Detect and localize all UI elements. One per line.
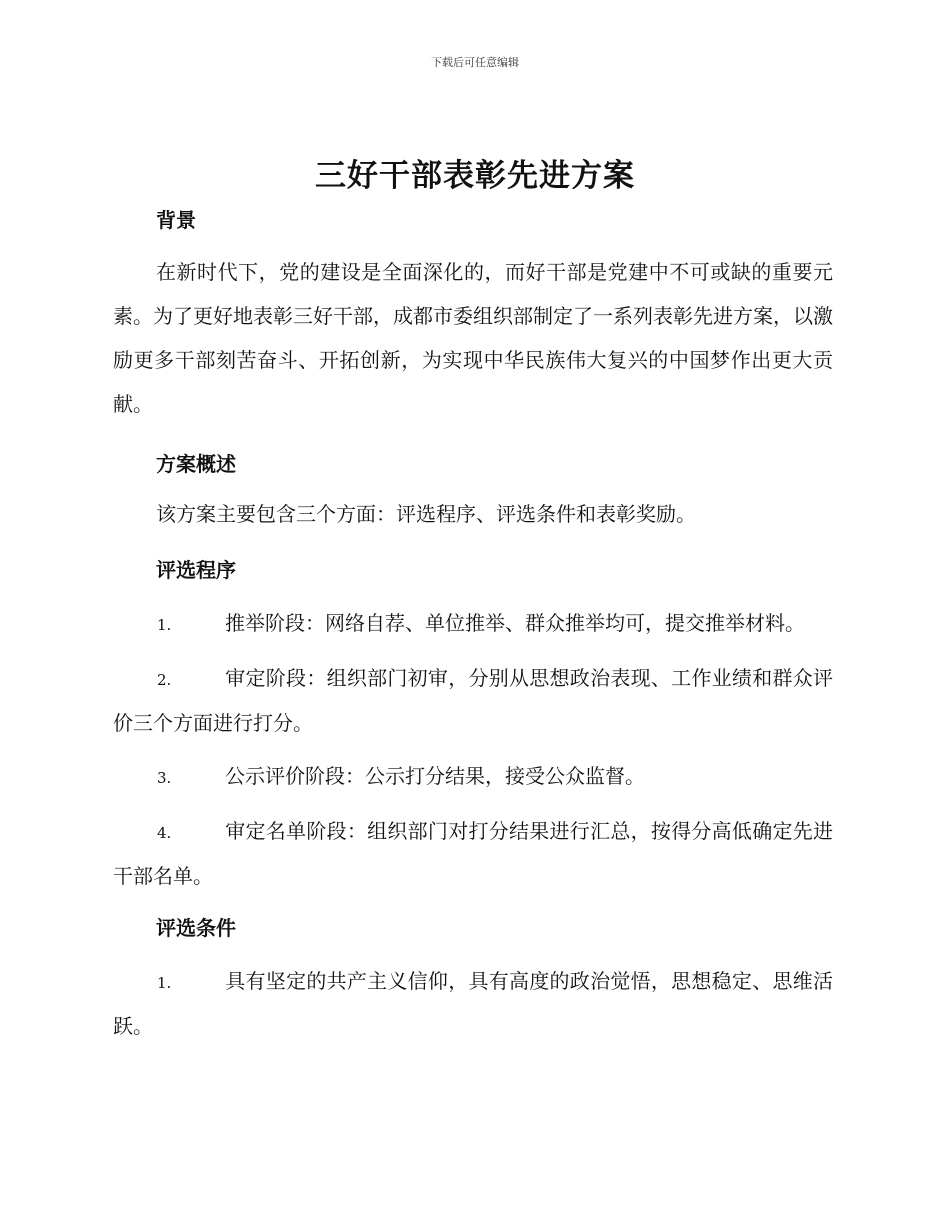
criteria-item-1 bbox=[113, 960, 833, 1048]
header-note: 下载后可任意编辑 bbox=[431, 56, 519, 69]
list-number: 2. bbox=[157, 671, 172, 689]
list-number: 1. bbox=[157, 616, 172, 634]
procedure-item-2 bbox=[113, 657, 833, 745]
procedure-item-4 bbox=[113, 810, 833, 898]
document-body bbox=[113, 200, 833, 1048]
overview-paragraph: 该方案主要包含三个方面：评选程序、评选条件和表彰奖励。 bbox=[156, 502, 696, 526]
list-text: 审定名单阶段：组织部门对打分结果进行汇总，按得分高低确定先进干部名单。 bbox=[113, 819, 833, 888]
list-text: 具有坚定的共产主义信仰，具有高度的政治觉悟，思想稳定、思维活跃。 bbox=[113, 969, 833, 1038]
procedure-item-1 bbox=[113, 602, 833, 647]
section-heading-background: 背景 bbox=[156, 208, 196, 232]
list-text: 推举阶段：网络自荐、单位推举、群众推举均可，提交推举材料。 bbox=[225, 611, 805, 635]
document-title: 三好干部表彰先进方案 bbox=[315, 158, 635, 194]
background-paragraph: 在新时代下，党的建设是全面深化的，而好干部是党建中不可或缺的重要元素。为了更好地表彰三好干部，成都市委组织部制定了一系列表彰先进方案，以激励更多干部刻苦奋斗、开拓创新，为实现中华民族伟大复兴的中国梦作出更大贡献。 bbox=[113, 260, 833, 416]
section-heading-criteria: 评选条件 bbox=[156, 916, 236, 940]
list-number: 1. bbox=[157, 974, 172, 992]
procedure-item-3 bbox=[113, 755, 833, 800]
list-number: 4. bbox=[157, 824, 172, 842]
list-number: 3. bbox=[157, 769, 172, 787]
section-heading-procedure: 评选程序 bbox=[156, 558, 236, 582]
list-text: 公示评价阶段：公示打分结果，接受公众监督。 bbox=[225, 764, 645, 788]
list-text: 审定阶段：组织部门初审，分别从思想政治表现、工作业绩和群众评价三个方面进行打分。 bbox=[113, 666, 833, 735]
section-heading-overview: 方案概述 bbox=[156, 452, 236, 476]
